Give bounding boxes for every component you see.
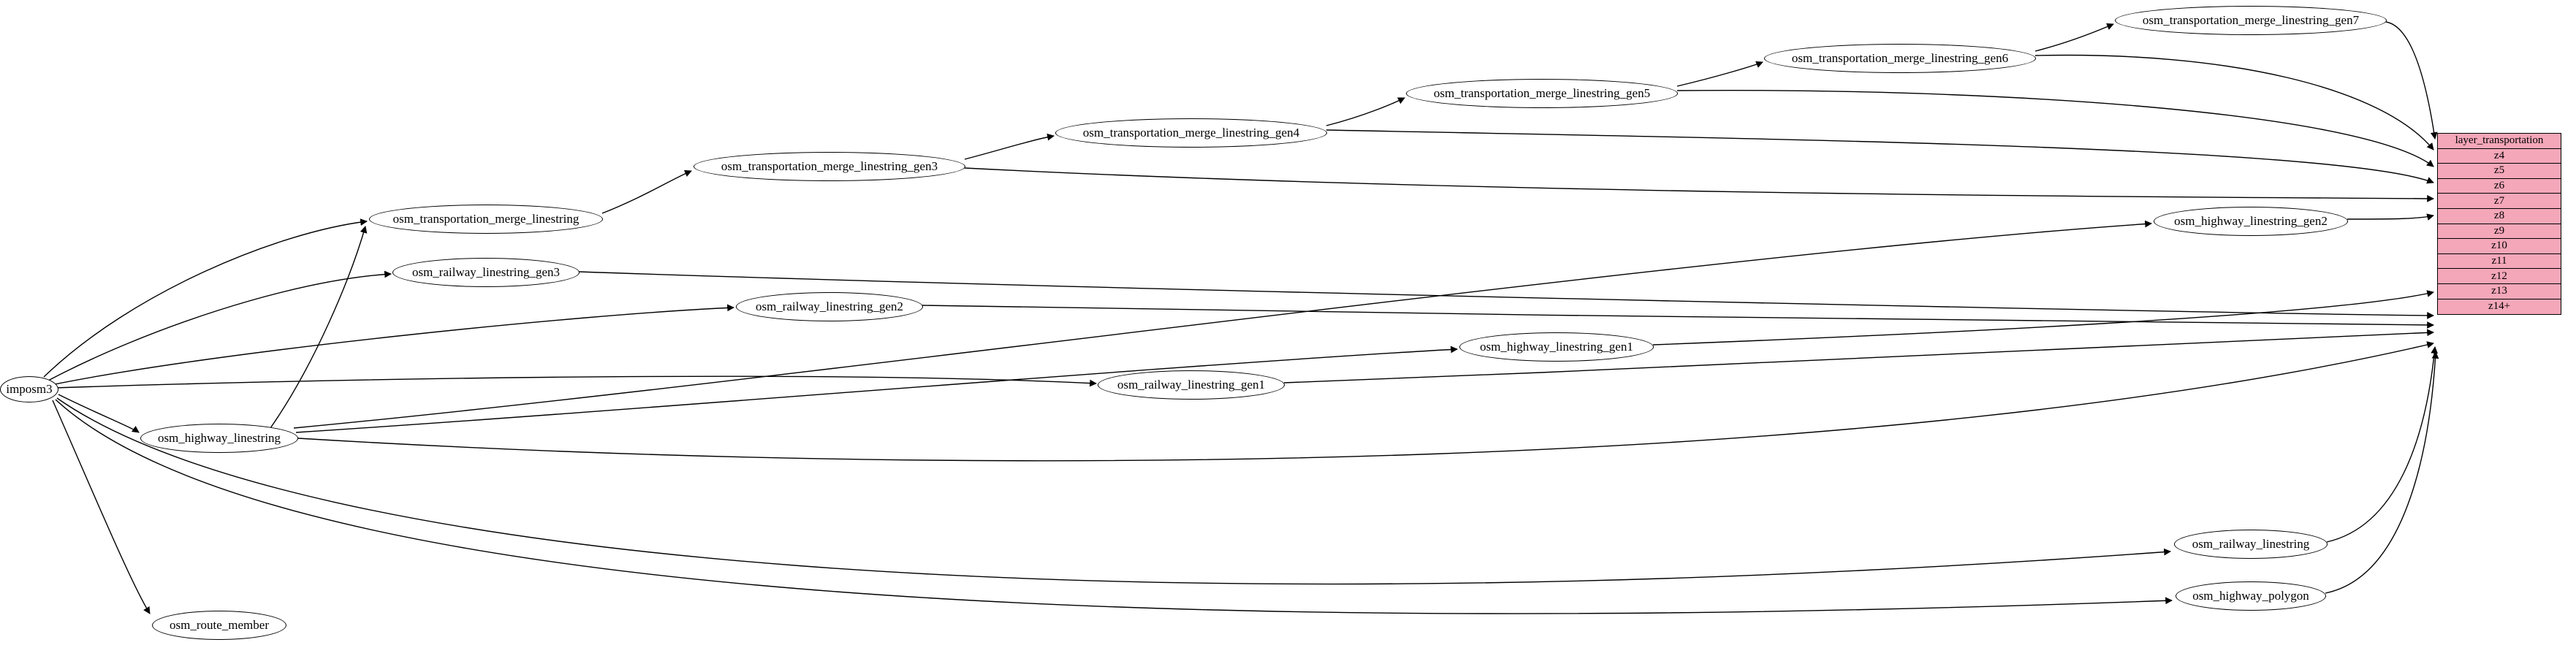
node-label: osm_railway_linestring_gen3 bbox=[411, 265, 561, 279]
node-label: osm_highway_linestring bbox=[157, 431, 281, 445]
zoom-row-z8[interactable]: z8 bbox=[2438, 209, 2561, 224]
zoom-row-z10[interactable]: z10 bbox=[2438, 239, 2561, 254]
zoom-row-z11[interactable]: z11 bbox=[2438, 254, 2561, 270]
node-label: osm_transportation_merge_linestring_gen5 bbox=[1433, 86, 1651, 100]
graph-node-osm-highway-linestring[interactable] bbox=[140, 424, 298, 453]
graph-node-osm-railway-linestring[interactable] bbox=[2174, 530, 2328, 559]
node-label: osm_railway_linestring bbox=[2192, 537, 2310, 551]
zoom-row-z4[interactable]: z4 bbox=[2438, 149, 2561, 164]
graph-node-osm-transportation-merge-linestring-gen7[interactable] bbox=[2115, 6, 2387, 35]
graph-node-osm-transportation-merge-linestring-gen4[interactable] bbox=[1055, 118, 1327, 148]
graph-node-osm-transportation-merge-linestring[interactable] bbox=[369, 205, 603, 234]
node-label: osm_transportation_merge_linestring bbox=[392, 212, 580, 226]
zoom-row-z5[interactable]: z5 bbox=[2438, 164, 2561, 179]
layer-table-header: layer_transportation bbox=[2438, 134, 2561, 149]
graph-node-osm-transportation-merge-linestring-gen3[interactable] bbox=[694, 152, 965, 181]
node-label: osm_highway_linestring_gen1 bbox=[1480, 340, 1633, 354]
layer-transportation-table[interactable] bbox=[2437, 133, 2561, 315]
zoom-row-z6[interactable]: z6 bbox=[2438, 179, 2561, 194]
graph-node-osm-route-member[interactable] bbox=[152, 611, 286, 640]
graph-node-osm-railway-linestring-gen3[interactable] bbox=[392, 258, 580, 287]
graph-node-imposm3[interactable] bbox=[0, 376, 58, 402]
node-label: osm_transportation_merge_linestring_gen7 bbox=[2142, 13, 2360, 27]
zoom-row-z9[interactable]: z9 bbox=[2438, 224, 2561, 240]
graph-node-osm-highway-linestring-gen2[interactable] bbox=[2154, 207, 2348, 236]
node-label: osm_highway_polygon bbox=[2192, 589, 2309, 603]
node-label: osm_railway_linestring_gen1 bbox=[1117, 378, 1266, 392]
node-label: osm_transportation_merge_linestring_gen6 bbox=[1791, 51, 2009, 65]
graph-node-osm-highway-polygon[interactable] bbox=[2176, 581, 2326, 611]
graph-node-osm-transportation-merge-linestring-gen6[interactable] bbox=[1764, 44, 2036, 73]
node-label: osm_highway_linestring_gen2 bbox=[2174, 214, 2328, 228]
graph-node-osm-highway-linestring-gen1[interactable] bbox=[1459, 332, 1654, 362]
graph-node-osm-railway-linestring-gen1[interactable] bbox=[1098, 370, 1285, 400]
graph-node-osm-railway-linestring-gen2[interactable] bbox=[736, 292, 923, 321]
zoom-row-z7[interactable]: z7 bbox=[2438, 194, 2561, 209]
zoom-row-z14-plus[interactable]: z14+ bbox=[2438, 299, 2561, 315]
zoom-row-z13[interactable]: z13 bbox=[2438, 284, 2561, 299]
graph-node-osm-transportation-merge-linestring-gen5[interactable] bbox=[1406, 79, 1678, 108]
node-label: osm_railway_linestring_gen2 bbox=[755, 299, 904, 313]
zoom-row-z12[interactable]: z12 bbox=[2438, 269, 2561, 284]
node-label: imposm3 bbox=[6, 382, 53, 396]
node-label: osm_transportation_merge_linestring_gen3 bbox=[721, 159, 938, 173]
node-label: osm_transportation_merge_linestring_gen4 bbox=[1082, 126, 1300, 140]
node-label: osm_route_member bbox=[170, 618, 269, 632]
